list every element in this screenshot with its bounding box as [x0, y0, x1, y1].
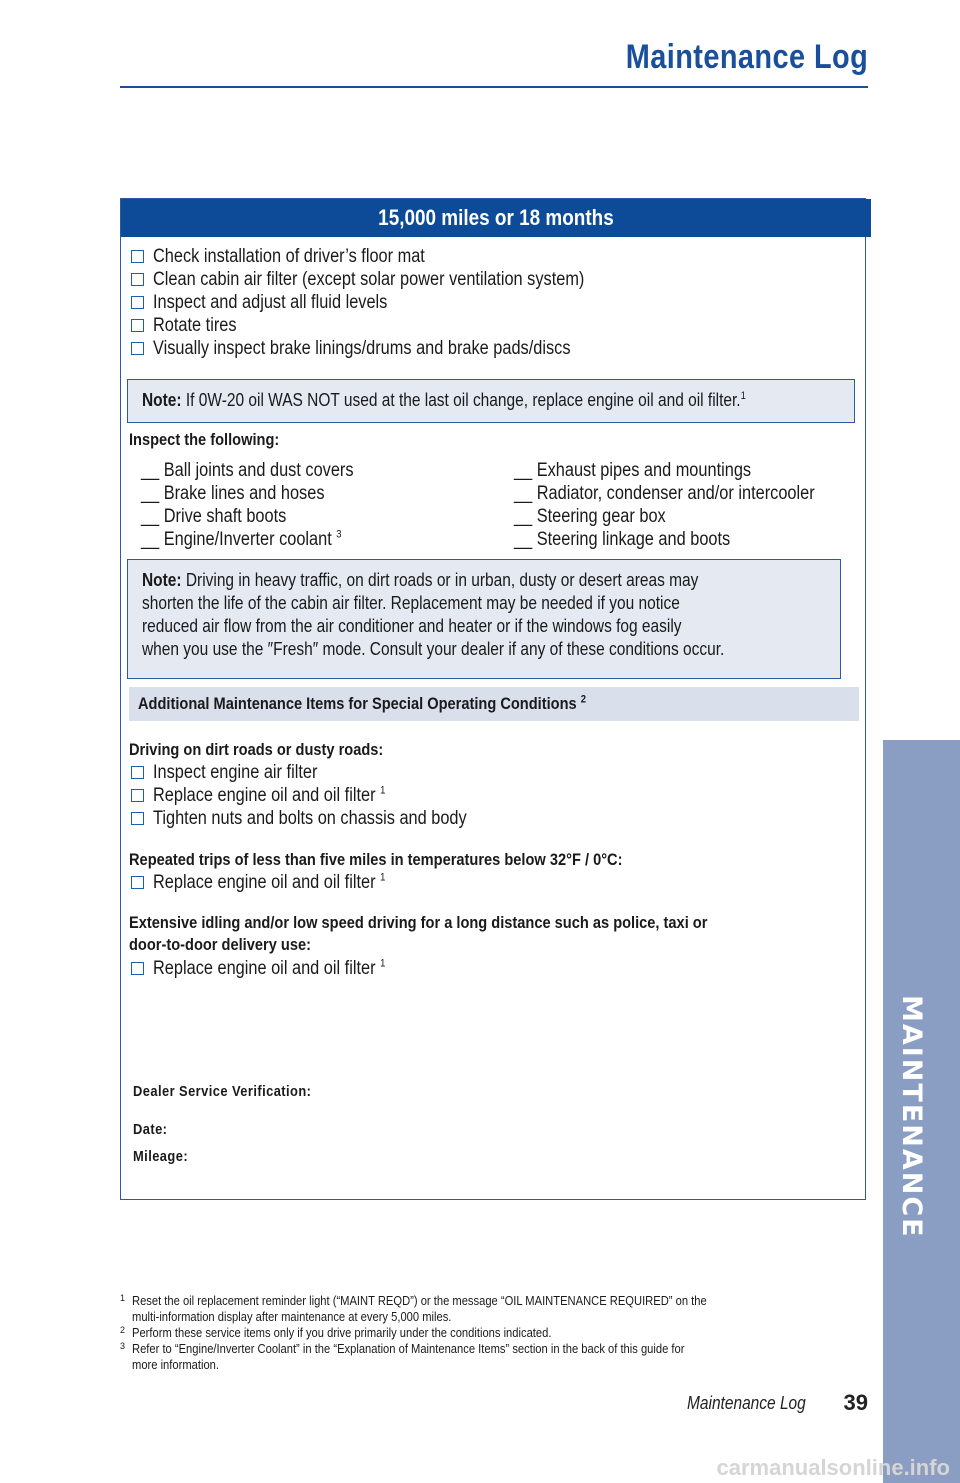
page-title: Maintenance Log	[625, 38, 868, 76]
inspect-item: __ Steering gear box	[514, 506, 666, 527]
checkbox[interactable]	[131, 342, 144, 355]
idling-heading: Extensive idling and/or low speed driving for a long distance such as police, taxi or	[129, 913, 708, 932]
page-number: 39	[843, 1390, 868, 1415]
inspect-item: __ Brake lines and hoses	[141, 483, 325, 504]
checkbox[interactable]	[131, 250, 144, 263]
footnote: 2 Perform these service items only if you drive primarily under the conditions indicated.	[120, 1325, 552, 1340]
inspect-item: __ Radiator, condenser and/or intercooler	[514, 483, 815, 504]
inspect-item: __ Engine/Inverter coolant $^3$	[141, 528, 342, 550]
checkbox[interactable]	[131, 319, 144, 332]
maintenance-interval-box: 15,000 miles or 18 months Check installation of driver’s floor mat Clean cabin air filter (except solar power ventilation system) Inspect and adjust all fluid levels Rotate tires Visually inspect brake linings/drums and brake pads/discs Note: If 0W-20 oil WAS NOT used at the last oil change, replace engine oil and oil filter.$^1$ Inspect the following: __ Ball joints and dust covers __ Brake lines and hoses __ Drive shaft boots __ Engine/Inverter coolant $^3$ __ Exhaust pipes and mountings __ Radiator, condenser and/or intercooler __ Steering gear box __ Steering linkage and boots Note: Driving in heavy traffic, on dirt roads or in urban, dusty or desert areas may shorten the life of the cabin air filter. Replacement may be needed if you notice reduced air flow from the air conditioner and heater or if the windows fog easily when you use the ″Fresh″ mode. Consult your dealer if any of these conditions occur. Additional Maintenance Items for Special Operating Conditions $^2$ Driving on dirt roads or dusty roads: Inspect engine air filter Replace engine oil and oil filter $^1$ Tighten nuts and bolts on chassis and body Repeated trips of less than five miles in temperatures below 32°F / 0°C: Replace engine oil and oil filter $^1$ Extensive idling and/or low speed driving for a long distance such as police, taxi or door-to-door delivery use: Replace engine oil and oil filter $^1$ Dealer Service Verification: Date: Mileage:	[120, 198, 866, 1200]
note-sup: 1	[740, 390, 746, 402]
footnotes	[120, 1293, 860, 1373]
checkbox[interactable]	[131, 876, 144, 889]
footer-section-label: Maintenance Log	[686, 1393, 806, 1413]
idling-heading-cont: door-to-door delivery use:	[129, 935, 311, 954]
cabin-filter-note: Note: Driving in heavy traffic, on dirt roads or in urban, dusty or desert areas may shorten the life of the cabin air filter. Replacement may be needed if you notice reduced air flow from the air conditioner and heater or if the windows fog easily when you use the ″Fresh″ mode. Consult your dealer if any of these conditions occur.	[127, 559, 841, 679]
interval-header-text: 15,000 miles or 18 months	[378, 205, 614, 230]
side-tab-label: MAINTENANCE	[896, 995, 927, 1239]
inspect-heading: Inspect the following:	[129, 430, 280, 449]
oil-note	[127, 379, 855, 423]
dirt-roads-heading: Driving on dirt roads or dusty roads:	[129, 740, 384, 759]
interval-header	[121, 199, 871, 237]
note-label: Note:	[142, 570, 182, 590]
footnote: 1 Reset the oil replacement reminder light (“MAINT REQD”) or the message “OIL MAINTENANCE REQUIRED” on the multi-information display after maintenance at every 5,000 miles.	[120, 1293, 707, 1324]
title-divider	[120, 86, 868, 88]
checkbox[interactable]	[131, 789, 144, 802]
short-trips-heading: Repeated trips of less than five miles in temperatures below 32°F / 0°C:	[129, 850, 623, 869]
note-text: If 0W-20 oil WAS NOT used at the last oil change, replace engine oil and oil filter.	[185, 390, 741, 410]
checkbox[interactable]	[131, 766, 144, 779]
watermark: carmanualsonline.info	[716, 1455, 950, 1480]
inspect-item: __ Ball joints and dust covers	[141, 460, 354, 481]
date-label: Date:	[133, 1121, 168, 1138]
mileage-label: Mileage:	[133, 1148, 189, 1165]
inspect-item: __ Drive shaft boots	[141, 506, 287, 527]
checkbox[interactable]	[131, 273, 144, 286]
note-label: Note:	[142, 390, 182, 410]
checkbox[interactable]	[131, 962, 144, 975]
footnote: 3 Refer to “Engine/Inverter Coolant” in the “Explanation of Maintenance Items” section in the back of this guide for more information.	[120, 1341, 685, 1372]
inspect-item: __ Exhaust pipes and mountings	[514, 460, 752, 481]
checkbox[interactable]	[131, 812, 144, 825]
dealer-verification-label: Dealer Service Verification:	[133, 1083, 312, 1100]
checkbox[interactable]	[131, 296, 144, 309]
inspect-item: __ Steering linkage and boots	[514, 529, 731, 550]
additional-maintenance-heading: Additional Maintenance Items for Special Operating Conditions $^2$	[129, 687, 859, 721]
